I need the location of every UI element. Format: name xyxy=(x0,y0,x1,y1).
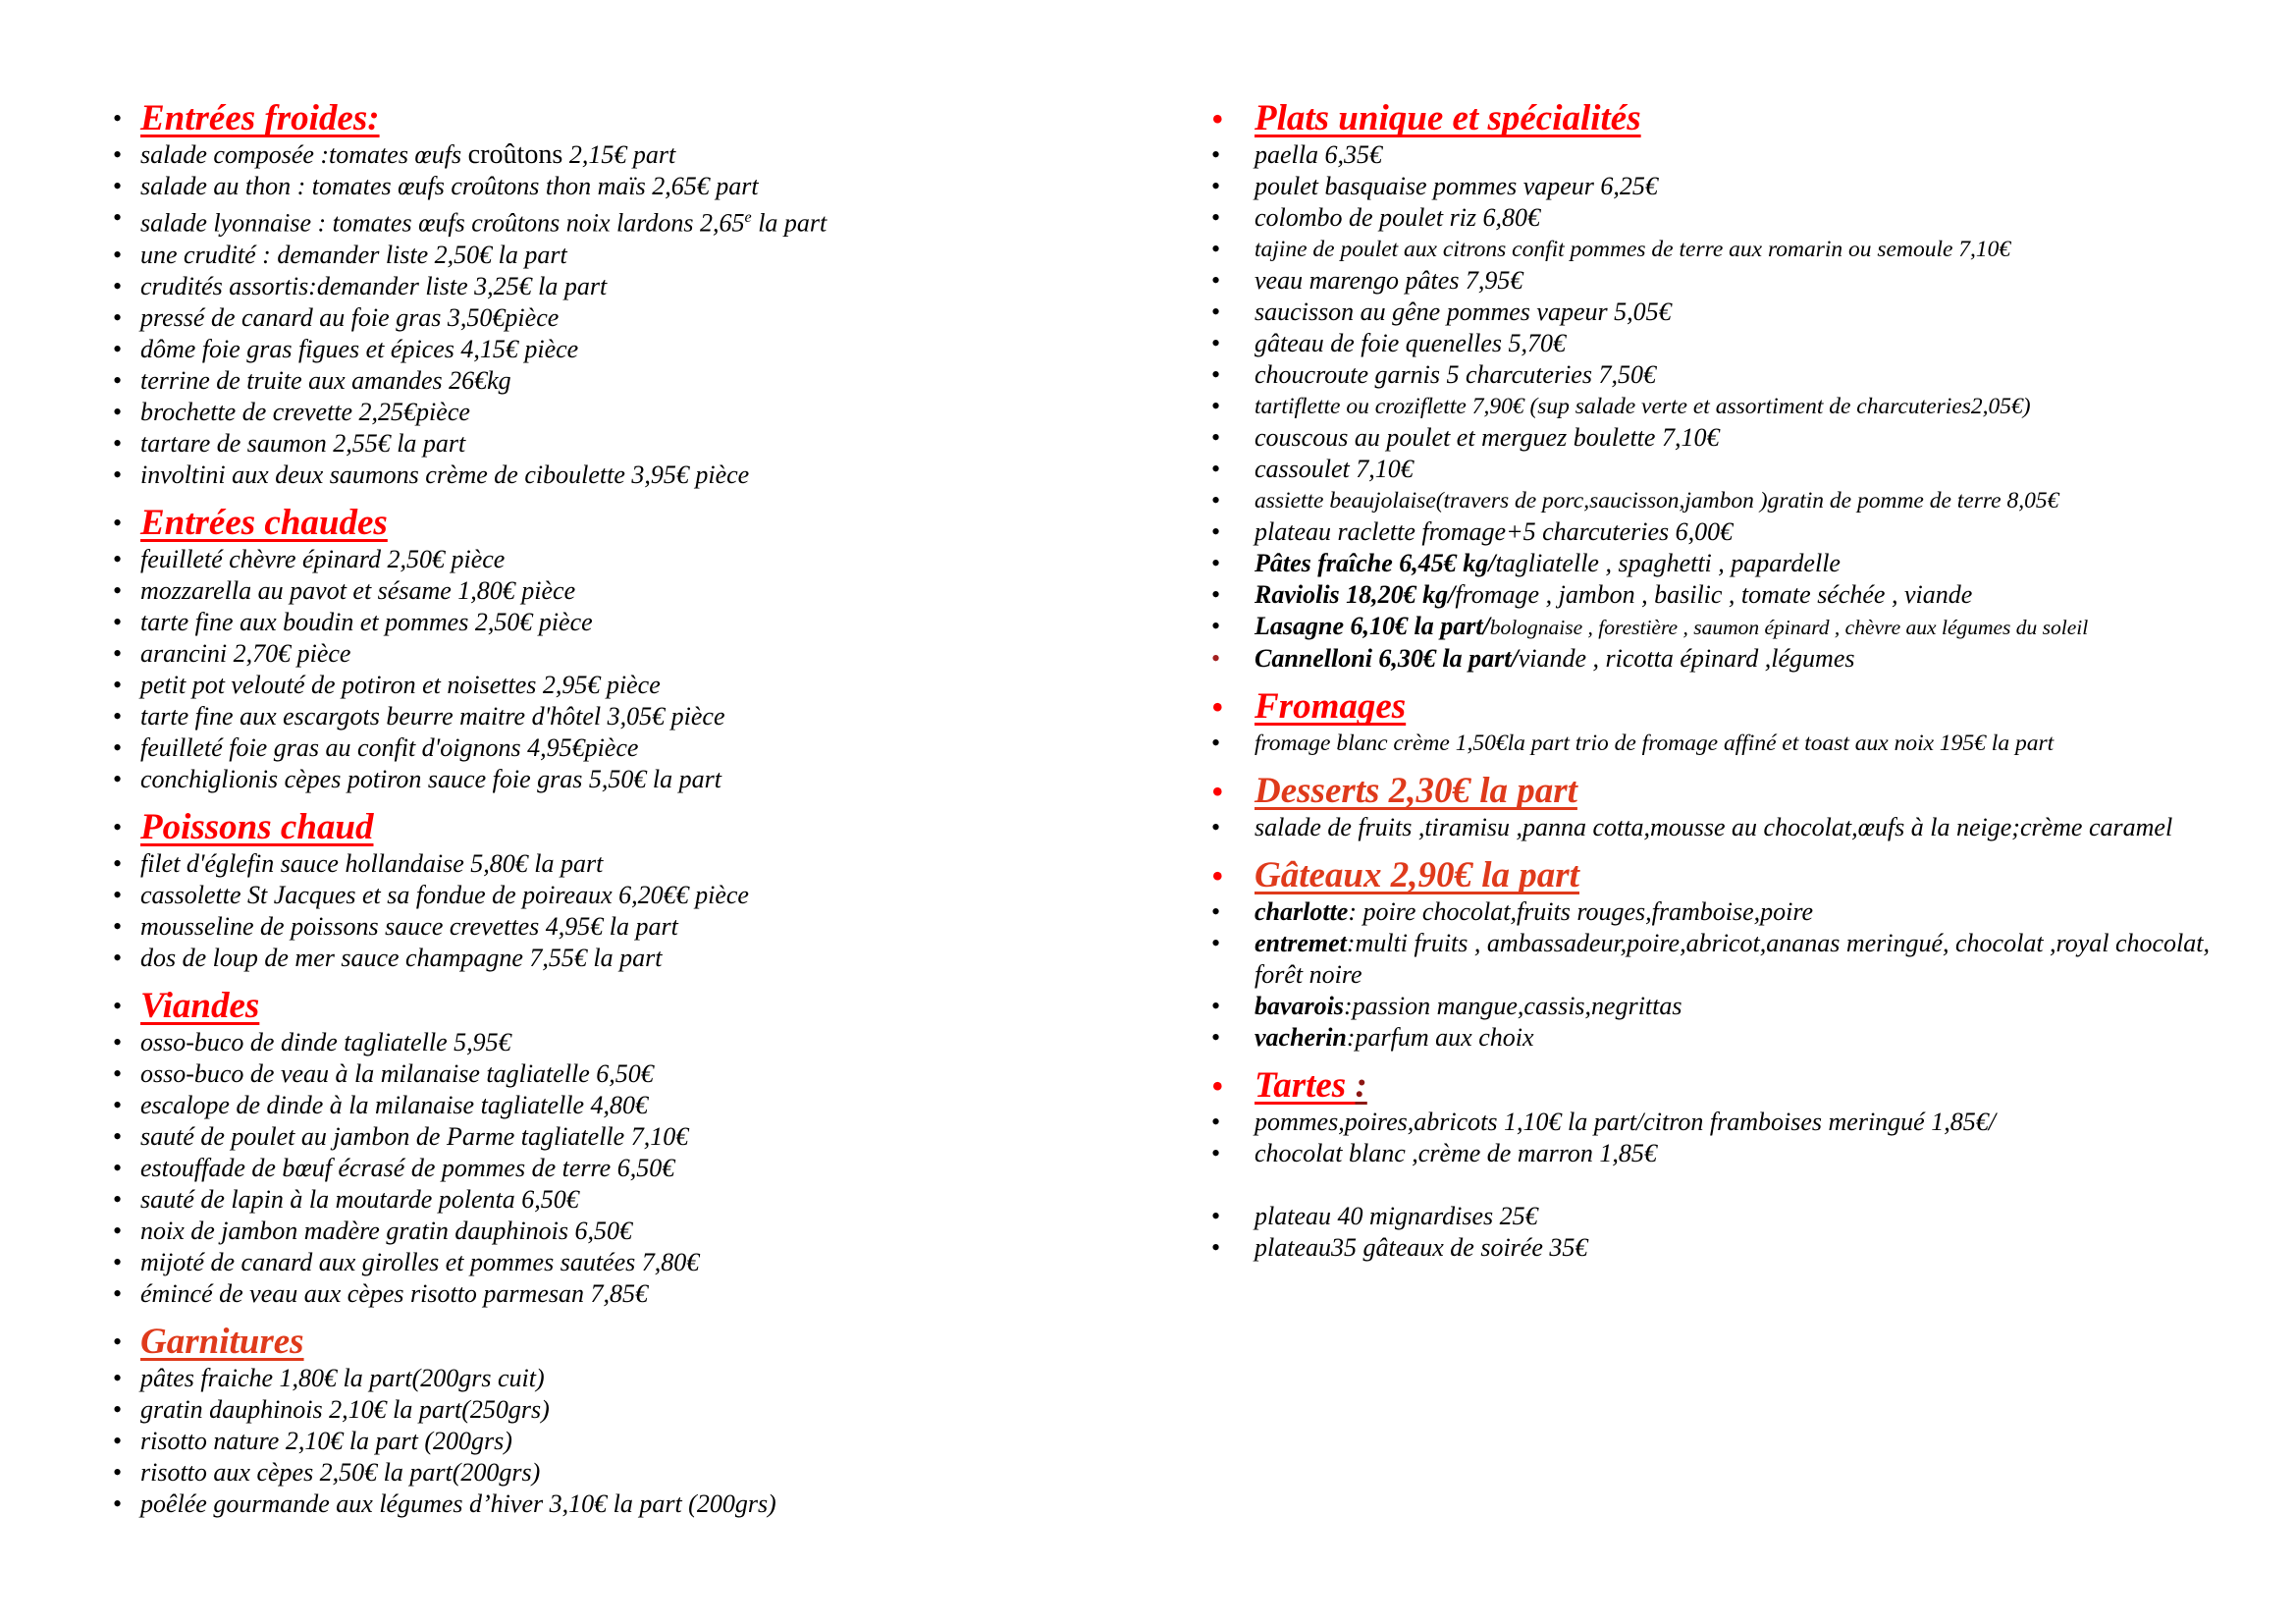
menu-item-text: poulet basquaise pommes vapeur 6,25€ xyxy=(1255,172,1658,200)
menu-item xyxy=(111,1394,1102,1426)
menu-item-text: plateau raclette fromage+5 charcuteries 6,00€ xyxy=(1255,517,1734,546)
bullet-icon: • xyxy=(113,1394,123,1424)
bullet-icon: • xyxy=(113,1426,123,1455)
menu-item-text-part: la part xyxy=(751,208,828,238)
menu-item xyxy=(111,334,1102,365)
menu-item xyxy=(111,1216,1102,1247)
menu-item xyxy=(1209,328,2238,359)
bullet-icon: • xyxy=(1211,1023,1221,1052)
menu-item xyxy=(1209,171,2238,202)
section-tartes xyxy=(1209,1065,2238,1264)
menu-item-text: cassoulet 7,10€ xyxy=(1255,455,1414,483)
menu-item-text: chocolat blanc ,crème de marron 1,85€ xyxy=(1255,1139,1657,1167)
menu-item-text: plateau 40 mignardises 25€ xyxy=(1255,1202,1538,1230)
bullet-icon: • xyxy=(113,1090,123,1119)
section-title: Entrées chaudes xyxy=(140,502,388,543)
bullet-icon: • xyxy=(1211,1139,1221,1167)
section-desserts xyxy=(1209,771,2238,843)
menu-item xyxy=(111,575,1102,607)
menu-item-text: choucroute garnis 5 charcuteries 7,50€ xyxy=(1255,360,1656,389)
menu-item-text: petit pot velouté de potiron et noisettes 2,95€ pièce xyxy=(140,670,661,699)
menu-item-text-part: bavarois xyxy=(1255,992,1344,1020)
menu-item xyxy=(1209,297,2238,328)
bullet-icon: • xyxy=(113,670,123,699)
section-poissons-chaud xyxy=(111,807,1102,974)
section-entrees-froides xyxy=(111,98,1102,491)
menu-item-text-part: : poire chocolat,fruits rouges,framboise,poire xyxy=(1348,897,1814,926)
menu-item xyxy=(111,428,1102,460)
menu-item xyxy=(111,171,1102,202)
menu-item-text: mijoté de canard aux girolles et pommes sautées 7,80€ xyxy=(140,1247,700,1276)
bullet-icon: • xyxy=(113,575,123,605)
bullet-icon: • xyxy=(113,1121,123,1151)
menu-item-text: osso-buco de dinde tagliatelle 5,95€ xyxy=(140,1027,511,1056)
menu-item xyxy=(1209,896,2238,928)
bullet-icon: • xyxy=(113,880,123,909)
menu-item xyxy=(111,1027,1102,1058)
menu-item-text-part: 2,15€ part xyxy=(562,140,676,169)
menu-item xyxy=(111,911,1102,943)
menu-item-text: assiette beaujolaise(travers de porc,saucisson,jambon )gratin de pomme de terre 8,05€ xyxy=(1255,488,2059,514)
menu-item xyxy=(111,607,1102,638)
section-header-viandes xyxy=(111,986,1102,1027)
section-header-desserts xyxy=(1209,771,2238,812)
bullet-icon: • xyxy=(113,428,123,458)
bullet-icon: • xyxy=(113,508,123,537)
menu-item-text: salade au thon : tomates œufs croûtons thon maïs 2,65€ part xyxy=(140,172,759,200)
menu-item-text-part: Cannelloni 6,30€ la part/ xyxy=(1255,644,1519,673)
menu-item xyxy=(1209,516,2238,548)
menu-item-text: dôme foie gras figues et épices 4,15€ pièce xyxy=(140,334,579,363)
menu-column-right xyxy=(1209,0,2238,1264)
bullet-icon: • xyxy=(113,1184,123,1214)
menu-item xyxy=(111,670,1102,701)
menu-item-text-part: salade lyonnaise : tomates œufs croûtons noix lardons 2,65 xyxy=(140,208,745,238)
bullet-icon: • xyxy=(113,1247,123,1276)
bullet-icon: • xyxy=(1211,486,1221,514)
menu-item-text-part: :passion mangue,cassis,negrittas xyxy=(1344,992,1682,1020)
section-gateaux xyxy=(1209,855,2238,1054)
section-fromages xyxy=(1209,686,2238,759)
menu-item xyxy=(111,365,1102,397)
section-header-gateaux xyxy=(1209,855,2238,896)
menu-item-text: pommes,poires,abricots 1,10€ la part/citron framboises meringué 1,85€/ xyxy=(1255,1108,1996,1136)
menu-item xyxy=(111,848,1102,880)
menu-item-text: escalope de dinde à la milanaise tagliatelle 4,80€ xyxy=(140,1090,649,1119)
menu-item-text-part: charlotte xyxy=(1255,897,1349,926)
menu-item xyxy=(111,1184,1102,1216)
menu-item-text: cassolette St Jacques et sa fondue de poireaux 6,20€€ pièce xyxy=(140,880,749,909)
bullet-icon: • xyxy=(1211,1066,1224,1106)
bullet-icon: • xyxy=(1211,897,1221,926)
menu-item-text: noix de jambon madère gratin dauphinois 6,50€ xyxy=(140,1216,632,1245)
bullet-icon: • xyxy=(113,460,123,489)
menu-item xyxy=(111,880,1102,911)
bullet-icon: • xyxy=(1211,644,1221,673)
menu-item xyxy=(1209,139,2238,171)
menu-item xyxy=(1209,991,2238,1022)
bullet-icon: • xyxy=(1211,392,1221,420)
bullet-icon: • xyxy=(113,911,123,941)
bullet-icon: • xyxy=(1211,203,1221,232)
menu-item-text-part: :multi fruits , ambassadeur,poire,abricot,ananas meringué, chocolat ,royal chocolat, forêt noire xyxy=(1255,929,2210,989)
menu-item-text: risotto nature 2,10€ la part (200grs) xyxy=(140,1426,512,1455)
bullet-icon: • xyxy=(113,240,123,269)
menu-item xyxy=(111,544,1102,575)
menu-item-text: sauté de lapin à la moutarde polenta 6,50€ xyxy=(140,1184,579,1214)
section-title: Desserts 2,30€ la part xyxy=(1255,771,1577,811)
bullet-icon: • xyxy=(1211,1108,1221,1136)
menu-item-text: conchiglionis cèpes potiron sauce foie gras 5,50€ la part xyxy=(140,764,721,793)
menu-item-text: estouffade de bœuf écrasé de pommes de terre 6,50€ xyxy=(140,1153,675,1182)
menu-item xyxy=(111,302,1102,334)
menu-item xyxy=(1209,359,2238,391)
menu-item xyxy=(111,1058,1102,1090)
section-header-entrees-chaudes xyxy=(111,503,1102,544)
menu-item-text: risotto aux cèpes 2,50€ la part(200grs) xyxy=(140,1457,541,1487)
menu-item-text: tartare de saumon 2,55€ la part xyxy=(140,428,466,458)
menu-item xyxy=(111,139,1102,171)
menu-item xyxy=(111,638,1102,670)
bullet-icon: • xyxy=(1211,612,1221,640)
bullet-icon: • xyxy=(113,1363,123,1392)
menu-column-left xyxy=(111,0,1102,1520)
bullet-icon: • xyxy=(1211,580,1221,609)
section-title: Entrées froides: xyxy=(140,98,380,138)
menu-item-text-part: salade composée :tomates œufs xyxy=(140,140,468,169)
bullet-icon: • xyxy=(113,848,123,878)
menu-item xyxy=(111,397,1102,428)
bullet-icon: • xyxy=(113,140,123,169)
menu-item xyxy=(111,1278,1102,1310)
menu-item xyxy=(1209,265,2238,297)
menu-item xyxy=(1209,643,2238,675)
section-title-suffix: : xyxy=(1355,1065,1367,1106)
section-entrees-chaudes xyxy=(111,503,1102,795)
section-garnitures xyxy=(111,1322,1102,1520)
section-title: Gâteaux 2,90€ la part xyxy=(1255,855,1579,895)
bullet-icon: • xyxy=(113,607,123,636)
bullet-icon: • xyxy=(113,701,123,731)
menu-item xyxy=(111,1247,1102,1278)
bullet-icon: • xyxy=(1211,856,1224,895)
menu-item-text: émincé de veau aux cèpes risotto parmesan 7,85€ xyxy=(140,1278,648,1308)
menu-item-text-part: entremet xyxy=(1255,929,1347,957)
menu-item-text-part: tagliatelle , spaghetti , papardelle xyxy=(1495,549,1841,577)
menu-item-text: saucisson au gêne pommes vapeur 5,05€ xyxy=(1255,298,1672,326)
menu-item-text: sauté de poulet au jambon de Parme tagliatelle 7,10€ xyxy=(140,1121,689,1151)
menu-item xyxy=(111,1457,1102,1489)
menu-item xyxy=(1209,1201,2238,1232)
menu-item-text: brochette de crevette 2,25€pièce xyxy=(140,397,470,426)
bullet-icon: • xyxy=(113,397,123,426)
section-plats-unique-et-specialites xyxy=(1209,98,2238,675)
bullet-icon: • xyxy=(1211,929,1221,957)
bullet-icon: • xyxy=(1211,360,1221,389)
menu-item-text: gratin dauphinois 2,10€ la part(250grs) xyxy=(140,1394,550,1424)
bullet-icon: • xyxy=(1211,455,1221,483)
bullet-icon: • xyxy=(113,1457,123,1487)
menu-item-text: couscous au poulet et merguez boulette 7,10€ xyxy=(1255,423,1720,452)
menu-item xyxy=(1209,548,2238,579)
section-header-fromages xyxy=(1209,686,2238,728)
bullet-icon: • xyxy=(113,638,123,668)
bullet-icon: • xyxy=(113,943,123,972)
menu-item-text: une crudité : demander liste 2,50€ la part xyxy=(140,240,567,269)
menu-item-text: crudités assortis:demander liste 3,25€ la part xyxy=(140,271,608,300)
bullet-icon: • xyxy=(113,1326,123,1356)
bullet-icon: • xyxy=(113,271,123,300)
bullet-icon: • xyxy=(1211,729,1221,757)
section-title: Viandes xyxy=(140,985,260,1026)
menu-item xyxy=(1209,202,2238,234)
menu-item-text-part: Raviolis 18,20€ kg/ xyxy=(1255,580,1456,609)
bullet-icon: • xyxy=(113,302,123,332)
menu-item-text-part: Pâtes fraîche 6,45€ kg/ xyxy=(1255,549,1496,577)
menu-item-text-part: e xyxy=(744,209,752,226)
bullet-icon: • xyxy=(113,365,123,395)
menu-item xyxy=(111,240,1102,271)
bullet-icon: • xyxy=(1211,266,1221,295)
bullet-icon: • xyxy=(1211,813,1221,841)
menu-item-text-part: Lasagne 6,10€ la part/ xyxy=(1255,612,1490,640)
bullet-icon: • xyxy=(113,1216,123,1245)
menu-item-text: dos de loup de mer sauce champagne 7,55€ la part xyxy=(140,943,663,972)
menu-item xyxy=(1209,812,2238,843)
section-viandes xyxy=(111,986,1102,1310)
menu-item xyxy=(111,1090,1102,1121)
menu-item xyxy=(111,1426,1102,1457)
menu-item-text: tarte fine aux boudin et pommes 2,50€ pièce xyxy=(140,607,593,636)
menu-item-text: tartiflette ou croziflette 7,90€ (sup salade verte et assortiment de charcuteries2,05€) xyxy=(1255,394,2031,419)
bullet-icon: • xyxy=(113,1027,123,1056)
section-header-poissons-chaud xyxy=(111,807,1102,848)
menu-item-text-part: bolognaise , forestière , saumon épinard , chèvre aux légumes du soleil xyxy=(1489,616,2089,639)
menu-item-text: feuilleté foie gras au confit d'oignons 4,95€pièce xyxy=(140,732,639,762)
menu-item xyxy=(111,943,1102,974)
menu-item-text: terrine de truite aux amandes 26€kg xyxy=(140,365,511,395)
menu-item-text: mozzarella au pavot et sésame 1,80€ pièce xyxy=(140,575,576,605)
menu-item xyxy=(111,202,1102,240)
menu-item xyxy=(1209,1022,2238,1054)
menu-item xyxy=(1209,928,2238,991)
bullet-icon: • xyxy=(113,334,123,363)
menu-item-text-part: :parfum aux choix xyxy=(1346,1023,1534,1052)
blank-line xyxy=(1209,1169,2238,1201)
menu-item xyxy=(1209,422,2238,454)
menu-item-text-part: vacherin xyxy=(1255,1023,1347,1052)
menu-item-text: gâteau de foie quenelles 5,70€ xyxy=(1255,329,1566,357)
section-header-plats-unique-et-specialites xyxy=(1209,98,2238,139)
menu-item-text: involtini aux deux saumons crème de ciboulette 3,95€ pièce xyxy=(140,460,750,489)
menu-item-text: poêlée gourmande aux légumes d’hiver 3,10€ la part (200grs) xyxy=(140,1489,776,1518)
section-title: Poissons chaud xyxy=(140,806,374,847)
section-header-tartes xyxy=(1209,1065,2238,1107)
menu-item-text: arancini 2,70€ pièce xyxy=(140,638,351,668)
bullet-icon: • xyxy=(1211,99,1224,138)
bullet-icon: • xyxy=(113,764,123,793)
menu-item xyxy=(111,460,1102,491)
bullet-icon: • xyxy=(1211,423,1221,452)
section-title: Tartes xyxy=(1255,1065,1356,1106)
menu-item-text-part: croûtons xyxy=(467,139,563,170)
bullet-icon: • xyxy=(1211,517,1221,546)
menu-item-text: paella 6,35€ xyxy=(1255,140,1382,169)
menu-item xyxy=(1209,485,2238,516)
bullet-icon: • xyxy=(1211,140,1221,169)
menu-item xyxy=(1209,611,2238,643)
bullet-icon: • xyxy=(1211,687,1224,727)
menu-item xyxy=(1209,1232,2238,1264)
menu-item xyxy=(111,1121,1102,1153)
bullet-icon: • xyxy=(1211,772,1224,811)
bullet-icon: • xyxy=(113,1058,123,1088)
bullet-icon: • xyxy=(113,732,123,762)
bullet-icon: • xyxy=(1211,329,1221,357)
menu-item xyxy=(111,271,1102,302)
menu-item xyxy=(111,1153,1102,1184)
bullet-icon: • xyxy=(113,812,123,841)
bullet-icon: • xyxy=(113,104,123,133)
menu-item xyxy=(111,1489,1102,1520)
bullet-icon: • xyxy=(1211,549,1221,577)
menu-item-text: feuilleté chèvre épinard 2,50€ pièce xyxy=(140,544,506,573)
section-title: Fromages xyxy=(1255,686,1407,727)
menu-item-text: tarte fine aux escargots beurre maitre d'hôtel 3,05€ pièce xyxy=(140,701,725,731)
section-title: Plats unique et spécialités xyxy=(1255,98,1641,138)
menu-item-text: mousseline de poissons sauce crevettes 4,95€ la part xyxy=(140,911,678,941)
menu-item xyxy=(111,732,1102,764)
menu-item-text: veau marengo pâtes 7,95€ xyxy=(1255,266,1523,295)
menu-item xyxy=(1209,1138,2238,1169)
menu-item-text: pressé de canard au foie gras 3,50€pièce xyxy=(140,302,560,332)
menu-item xyxy=(1209,234,2238,265)
section-header-entrees-froides xyxy=(111,98,1102,139)
bullet-icon: • xyxy=(1211,235,1221,263)
bullet-icon: • xyxy=(1211,1233,1221,1262)
menu-item-text: pâtes fraiche 1,80€ la part(200grs cuit) xyxy=(140,1363,545,1392)
bullet-icon: • xyxy=(113,203,123,232)
bullet-icon: • xyxy=(1211,1202,1221,1230)
bullet-icon: • xyxy=(1211,298,1221,326)
section-title: Garnitures xyxy=(140,1321,304,1362)
menu-item-text: filet d'églefin sauce hollandaise 5,80€ la part xyxy=(140,848,604,878)
menu-item xyxy=(111,764,1102,795)
menu-item xyxy=(111,701,1102,732)
bullet-icon: • xyxy=(113,544,123,573)
bullet-icon: • xyxy=(113,1489,123,1518)
menu-item-text: plateau35 gâteaux de soirée 35€ xyxy=(1255,1233,1588,1262)
menu-item xyxy=(1209,391,2238,422)
bullet-icon: • xyxy=(1211,992,1221,1020)
bullet-icon: • xyxy=(113,1153,123,1182)
menu-item-text-part: fromage , jambon , basilic , tomate séchée , viande xyxy=(1455,580,1973,609)
menu-item-text: fromage blanc crème 1,50€la part trio de fromage affiné et toast aux noix 195€ la part xyxy=(1255,731,2055,756)
menu-item xyxy=(1209,579,2238,611)
menu-item-text: salade de fruits ,tiramisu ,panna cotta,mousse au chocolat,œufs à la neige;crème caramel xyxy=(1255,813,2173,841)
menu-item-text: colombo de poulet riz 6,80€ xyxy=(1255,203,1541,232)
bullet-icon: • xyxy=(113,1278,123,1308)
menu-item xyxy=(1209,1107,2238,1138)
bullet-icon: • xyxy=(1211,172,1221,200)
menu-item xyxy=(1209,728,2238,759)
bullet-icon: • xyxy=(113,991,123,1020)
menu-item xyxy=(111,1363,1102,1394)
menu-item xyxy=(1209,454,2238,485)
menu-item-text: osso-buco de veau à la milanaise tagliatelle 6,50€ xyxy=(140,1058,654,1088)
bullet-icon: • xyxy=(113,172,123,200)
menu-item-text-part: viande , ricotta épinard ,légumes xyxy=(1518,644,1855,673)
section-header-garnitures xyxy=(111,1322,1102,1363)
menu-item-text: tajine de poulet aux citrons confit pommes de terre aux romarin ou semoule 7,10€ xyxy=(1255,237,2011,262)
